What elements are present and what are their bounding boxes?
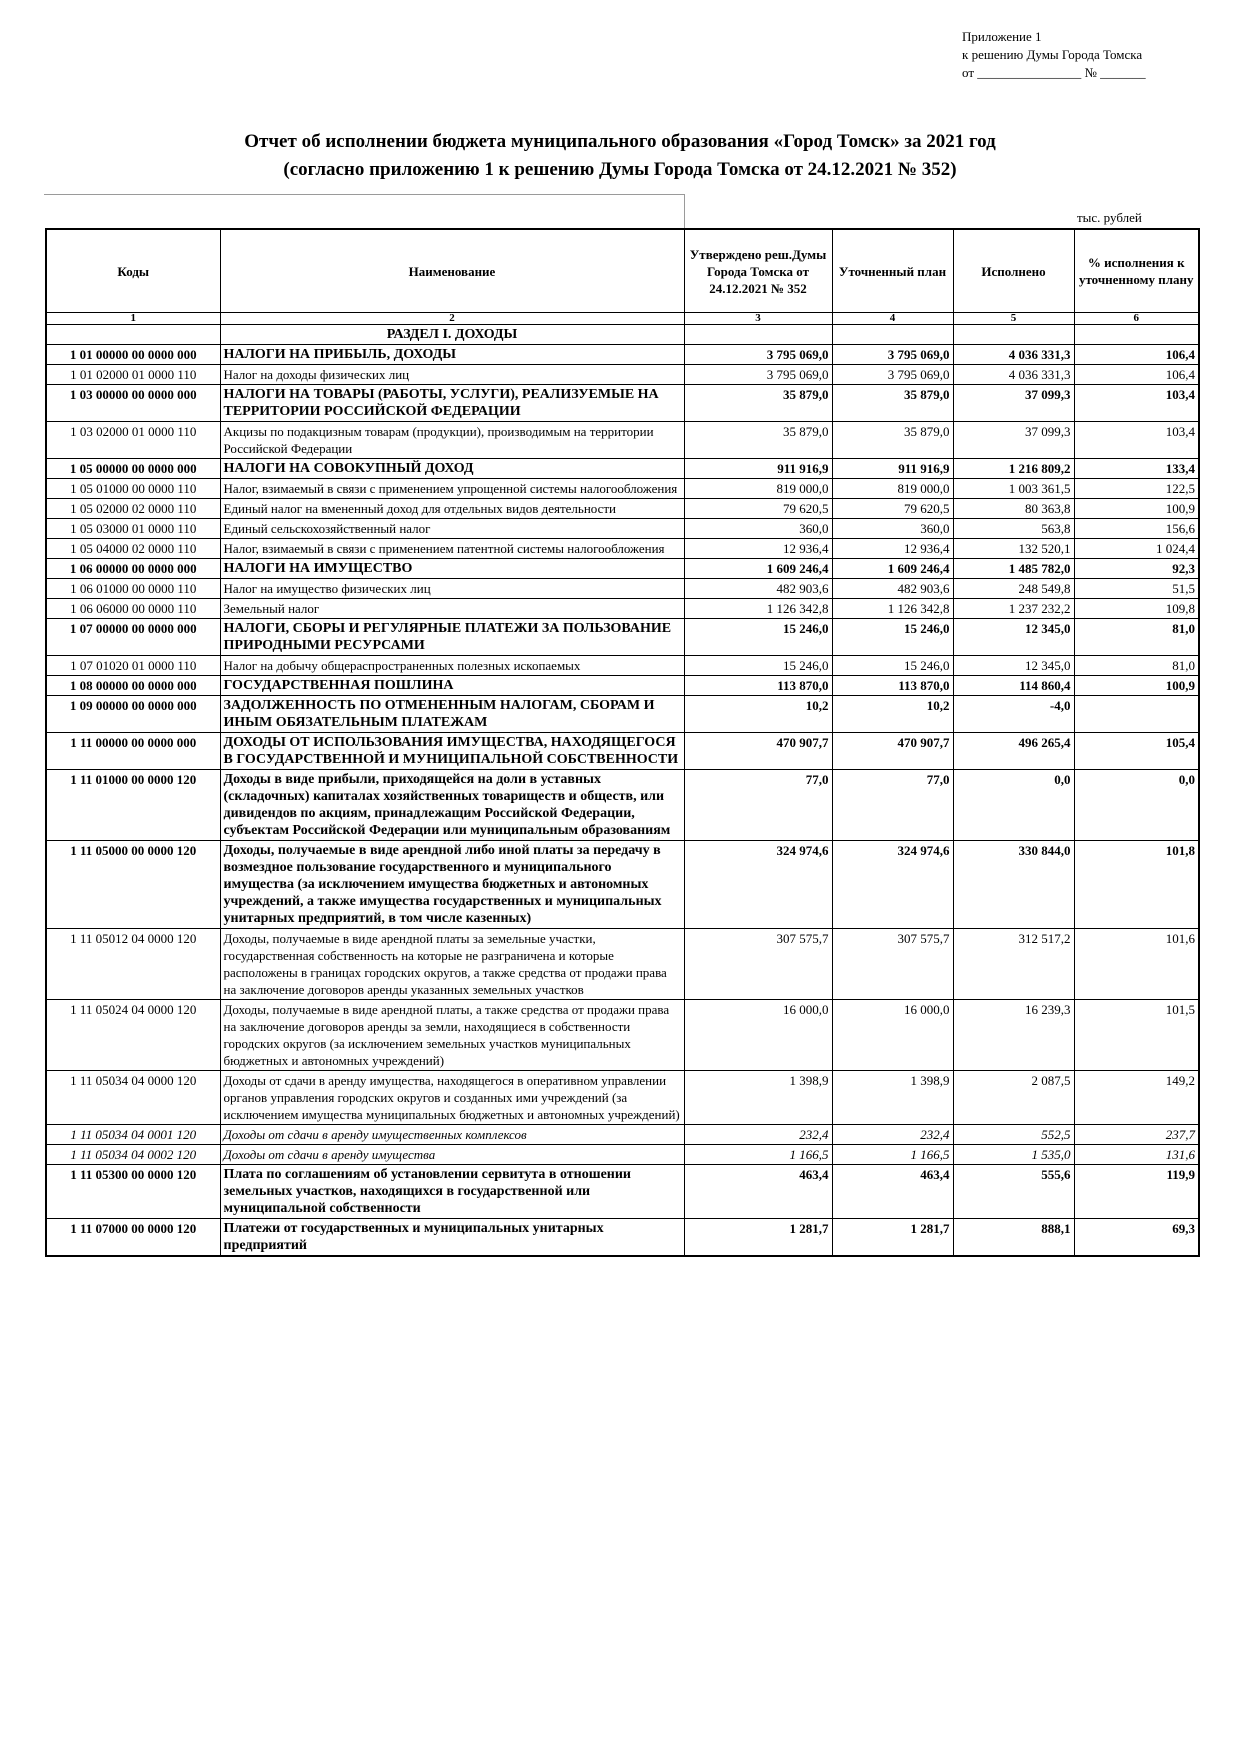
row-code: 1 11 05024 04 0000 120 (46, 1000, 220, 1071)
row-percent: 103,4 (1074, 385, 1199, 422)
row-code: 1 11 07000 00 0000 120 (46, 1219, 220, 1257)
section-row (46, 325, 1199, 345)
row-percent: 109,8 (1074, 599, 1199, 619)
row-approved: 16 000,0 (684, 1000, 832, 1071)
row-name: НАЛОГИ НА СОВОКУПНЫЙ ДОХОД (220, 459, 684, 479)
row-percent: 81,0 (1074, 656, 1199, 676)
row-executed (953, 325, 1074, 345)
row-executed: 496 265,4 (953, 733, 1074, 770)
table-row (46, 599, 1199, 619)
header-rule-vertical (684, 194, 685, 228)
row-approved: 12 936,4 (684, 539, 832, 559)
row-executed: 37 099,3 (953, 385, 1074, 422)
table-row (46, 385, 1199, 422)
table-row (46, 770, 1199, 841)
row-refined-plan: 10,2 (832, 696, 953, 733)
table-row (46, 579, 1199, 599)
row-refined-plan: 360,0 (832, 519, 953, 539)
row-executed: 37 099,3 (953, 422, 1074, 459)
row-approved: 482 903,6 (684, 579, 832, 599)
row-percent: 156,6 (1074, 519, 1199, 539)
row-executed: 888,1 (953, 1219, 1074, 1257)
row-refined-plan: 1 281,7 (832, 1219, 953, 1257)
row-code: 1 09 00000 00 0000 000 (46, 696, 220, 733)
row-code: 1 06 00000 00 0000 000 (46, 559, 220, 579)
row-refined-plan: 232,4 (832, 1125, 953, 1145)
row-approved: 79 620,5 (684, 499, 832, 519)
row-refined-plan: 307 575,7 (832, 929, 953, 1000)
row-executed: 2 087,5 (953, 1071, 1074, 1125)
row-executed: 12 345,0 (953, 656, 1074, 676)
table-row (46, 422, 1199, 459)
row-name: Доходы, получаемые в виде арендной либо иной платы за передачу в возмездное пользование государственного и муниципального имущества (за исключением имущества бюджетных и автономных учреждений, а также имущества государственных и муниципальных унитарных предприятий, в том числе казенных) (220, 841, 684, 929)
row-name: НАЛОГИ НА ИМУЩЕСТВО (220, 559, 684, 579)
row-approved: 3 795 069,0 (684, 365, 832, 385)
row-refined-plan: 324 974,6 (832, 841, 953, 929)
table-row (46, 559, 1199, 579)
row-code: 1 11 00000 00 0000 000 (46, 733, 220, 770)
header-name: Наименование (220, 229, 684, 313)
row-code (46, 325, 220, 345)
row-code: 1 05 02000 02 0000 110 (46, 499, 220, 519)
row-executed: 0,0 (953, 770, 1074, 841)
row-percent: 81,0 (1074, 619, 1199, 656)
row-refined-plan: 1 609 246,4 (832, 559, 953, 579)
row-refined-plan: 79 620,5 (832, 499, 953, 519)
row-refined-plan: 77,0 (832, 770, 953, 841)
row-refined-plan: 463,4 (832, 1165, 953, 1219)
header-codes: Коды (46, 229, 220, 313)
row-approved: 35 879,0 (684, 385, 832, 422)
table-row (46, 365, 1199, 385)
row-approved: 463,4 (684, 1165, 832, 1219)
row-code: 1 11 01000 00 0000 120 (46, 770, 220, 841)
budget-table-body (46, 325, 1199, 1257)
row-refined-plan: 35 879,0 (832, 385, 953, 422)
column-number: 3 (684, 313, 832, 325)
row-name: Доходы, получаемые в виде арендной платы, а также средства от продажи права на заключение договоров аренды за земли, находящиеся в собственности городских округов (за исключением земельных участков муниципальных бюджетных и автономных учреждений) (220, 1000, 684, 1071)
row-executed: 80 363,8 (953, 499, 1074, 519)
report-title-line-2: (согласно приложению 1 к решению Думы Города Томска от 24.12.2021 № 352) (283, 159, 957, 180)
row-approved: 113 870,0 (684, 676, 832, 696)
row-code: 1 11 05034 04 0001 120 (46, 1125, 220, 1145)
row-code: 1 06 01000 00 0000 110 (46, 579, 220, 599)
row-percent: 92,3 (1074, 559, 1199, 579)
row-refined-plan: 113 870,0 (832, 676, 953, 696)
header-percent: % исполнения к уточненному плану (1074, 229, 1199, 313)
row-code: 1 06 06000 00 0000 110 (46, 599, 220, 619)
row-approved: 77,0 (684, 770, 832, 841)
table-row (46, 696, 1199, 733)
row-code: 1 05 03000 01 0000 110 (46, 519, 220, 539)
row-executed: 330 844,0 (953, 841, 1074, 929)
appendix-line-2: к решению Думы Города Томска (962, 47, 1143, 62)
row-executed: 114 860,4 (953, 676, 1074, 696)
row-executed: 132 520,1 (953, 539, 1074, 559)
row-percent (1074, 325, 1199, 345)
table-row (46, 1071, 1199, 1125)
row-code: 1 01 02000 01 0000 110 (46, 365, 220, 385)
row-executed: 4 036 331,3 (953, 345, 1074, 365)
table-row (46, 929, 1199, 1000)
row-code: 1 03 02000 01 0000 110 (46, 422, 220, 459)
row-percent: 100,9 (1074, 676, 1199, 696)
table-row (46, 733, 1199, 770)
row-code: 1 07 01020 01 0000 110 (46, 656, 220, 676)
row-refined-plan: 911 916,9 (832, 459, 953, 479)
row-approved: 819 000,0 (684, 479, 832, 499)
table-row (46, 479, 1199, 499)
row-refined-plan: 819 000,0 (832, 479, 953, 499)
table-row (46, 1000, 1199, 1071)
row-executed: 563,8 (953, 519, 1074, 539)
row-refined-plan: 35 879,0 (832, 422, 953, 459)
row-name: Доходы в виде прибыли, приходящейся на доли в уставных (складочных) капиталах хозяйственных товариществ и обществ, или дивидендов по акциям, принадлежащим Российской Федерации, субъектам Российской Федерации или муниципальным образованиям (220, 770, 684, 841)
row-approved: 15 246,0 (684, 619, 832, 656)
row-refined-plan: 15 246,0 (832, 619, 953, 656)
row-code: 1 08 00000 00 0000 000 (46, 676, 220, 696)
row-executed: 552,5 (953, 1125, 1074, 1145)
row-name: Земельный налог (220, 599, 684, 619)
row-executed: 4 036 331,3 (953, 365, 1074, 385)
row-refined-plan: 15 246,0 (832, 656, 953, 676)
row-approved: 911 916,9 (684, 459, 832, 479)
table-row (46, 656, 1199, 676)
row-name: Единый налог на вмененный доход для отдельных видов деятельности (220, 499, 684, 519)
row-approved: 10,2 (684, 696, 832, 733)
row-percent (1074, 696, 1199, 733)
row-name: ГОСУДАРСТВЕННАЯ ПОШЛИНА (220, 676, 684, 696)
row-code: 1 11 05012 04 0000 120 (46, 929, 220, 1000)
row-name: ЗАДОЛЖЕННОСТЬ ПО ОТМЕНЕННЫМ НАЛОГАМ, СБОРАМ И ИНЫМ ОБЯЗАТЕЛЬНЫМ ПЛАТЕЖАМ (220, 696, 684, 733)
column-number: 5 (953, 313, 1074, 325)
table-row (46, 619, 1199, 656)
row-code: 1 01 00000 00 0000 000 (46, 345, 220, 365)
row-code: 1 03 00000 00 0000 000 (46, 385, 220, 422)
appendix-line-3: от ________________ № _______ (962, 65, 1146, 80)
row-approved: 324 974,6 (684, 841, 832, 929)
table-row (46, 519, 1199, 539)
row-executed: 248 549,8 (953, 579, 1074, 599)
row-refined-plan (832, 325, 953, 345)
row-refined-plan: 1 126 342,8 (832, 599, 953, 619)
row-executed: 312 517,2 (953, 929, 1074, 1000)
row-approved: 15 246,0 (684, 656, 832, 676)
table-row (46, 841, 1199, 929)
row-percent: 149,2 (1074, 1071, 1199, 1125)
row-name: НАЛОГИ, СБОРЫ И РЕГУЛЯРНЫЕ ПЛАТЕЖИ ЗА ПОЛЬЗОВАНИЕ ПРИРОДНЫМИ РЕСУРСАМИ (220, 619, 684, 656)
row-executed: 1 237 232,2 (953, 599, 1074, 619)
row-percent: 106,4 (1074, 345, 1199, 365)
row-code: 1 05 00000 00 0000 000 (46, 459, 220, 479)
column-number: 2 (220, 313, 684, 325)
row-executed: 16 239,3 (953, 1000, 1074, 1071)
row-percent: 106,4 (1074, 365, 1199, 385)
row-name: Единый сельскохозяйственный налог (220, 519, 684, 539)
row-percent: 101,5 (1074, 1000, 1199, 1071)
row-refined-plan: 1 166,5 (832, 1145, 953, 1165)
row-name: Налог на доходы физических лиц (220, 365, 684, 385)
row-percent: 103,4 (1074, 422, 1199, 459)
table-row (46, 1165, 1199, 1219)
row-name: Налог на имущество физических лиц (220, 579, 684, 599)
row-refined-plan: 12 936,4 (832, 539, 953, 559)
row-code: 1 11 05000 00 0000 120 (46, 841, 220, 929)
table-row (46, 539, 1199, 559)
row-code: 1 05 04000 02 0000 110 (46, 539, 220, 559)
row-approved: 1 609 246,4 (684, 559, 832, 579)
row-percent: 100,9 (1074, 499, 1199, 519)
row-percent: 101,6 (1074, 929, 1199, 1000)
row-approved: 1 281,7 (684, 1219, 832, 1257)
table-row (46, 676, 1199, 696)
row-name: Доходы от сдачи в аренду имущества (220, 1145, 684, 1165)
row-name: Доходы, получаемые в виде арендной платы за земельные участки, государственная собственность на которые не разграничена и которые расположены в границах городских округов, а также средства от продажи права на заключение договоров аренды указанных земельных участков (220, 929, 684, 1000)
row-percent: 101,8 (1074, 841, 1199, 929)
row-percent: 105,4 (1074, 733, 1199, 770)
table-row (46, 1125, 1199, 1145)
column-number: 4 (832, 313, 953, 325)
row-executed: 1 003 361,5 (953, 479, 1074, 499)
row-code: 1 05 01000 00 0000 110 (46, 479, 220, 499)
row-approved: 232,4 (684, 1125, 832, 1145)
row-name: НАЛОГИ НА ТОВАРЫ (РАБОТЫ, УСЛУГИ), РЕАЛИЗУЕМЫЕ НА ТЕРРИТОРИИ РОССИЙСКОЙ ФЕДЕРАЦИИ (220, 385, 684, 422)
row-executed: -4,0 (953, 696, 1074, 733)
report-title (0, 128, 1240, 184)
header-approved: Утверждено реш.Думы Города Томска от 24.12.2021 № 352 (684, 229, 832, 313)
row-percent: 69,3 (1074, 1219, 1199, 1257)
column-number-row (46, 313, 1199, 325)
header-rule (44, 194, 685, 195)
row-percent: 237,7 (1074, 1125, 1199, 1145)
row-percent: 1 024,4 (1074, 539, 1199, 559)
row-executed: 12 345,0 (953, 619, 1074, 656)
row-code: 1 11 05300 00 0000 120 (46, 1165, 220, 1219)
budget-table (45, 228, 1200, 1257)
row-approved: 3 795 069,0 (684, 345, 832, 365)
row-approved: 1 126 342,8 (684, 599, 832, 619)
row-executed: 555,6 (953, 1165, 1074, 1219)
row-code: 1 07 00000 00 0000 000 (46, 619, 220, 656)
table-row (46, 345, 1199, 365)
row-code: 1 11 05034 04 0002 120 (46, 1145, 220, 1165)
row-name: Налог на добычу общераспространенных полезных ископаемых (220, 656, 684, 676)
table-row (46, 1219, 1199, 1257)
row-code: 1 11 05034 04 0000 120 (46, 1071, 220, 1125)
column-number: 1 (46, 313, 220, 325)
row-refined-plan: 3 795 069,0 (832, 345, 953, 365)
row-executed: 1 485 782,0 (953, 559, 1074, 579)
row-refined-plan: 482 903,6 (832, 579, 953, 599)
report-title-line-1: Отчет об исполнении бюджета муниципального образования «Город Томск» за 2021 год (244, 131, 996, 152)
row-refined-plan: 1 398,9 (832, 1071, 953, 1125)
units-label: тыс. рублей (1077, 210, 1142, 225)
header-row (46, 229, 1199, 313)
row-refined-plan: 470 907,7 (832, 733, 953, 770)
appendix-note (962, 28, 1146, 82)
row-name: Акцизы по подакцизным товарам (продукции), производимым на территории Российской Федерации (220, 422, 684, 459)
table-row (46, 459, 1199, 479)
column-number: 6 (1074, 313, 1199, 325)
row-refined-plan: 3 795 069,0 (832, 365, 953, 385)
row-name: НАЛОГИ НА ПРИБЫЛЬ, ДОХОДЫ (220, 345, 684, 365)
appendix-line-1: Приложение 1 (962, 29, 1042, 44)
row-percent: 131,6 (1074, 1145, 1199, 1165)
row-name: Плата по соглашениям об установлении сервитута в отношении земельных участков, находящихся в государственной или муниципальной собственности (220, 1165, 684, 1219)
row-approved: 307 575,7 (684, 929, 832, 1000)
row-refined-plan: 16 000,0 (832, 1000, 953, 1071)
row-name: Доходы от сдачи в аренду имущественных комплексов (220, 1125, 684, 1145)
row-percent: 0,0 (1074, 770, 1199, 841)
row-executed: 1 535,0 (953, 1145, 1074, 1165)
row-percent: 51,5 (1074, 579, 1199, 599)
row-name: Платежи от государственных и муниципальных унитарных предприятий (220, 1219, 684, 1257)
row-percent: 119,9 (1074, 1165, 1199, 1219)
table-row (46, 1145, 1199, 1165)
row-name: РАЗДЕЛ I. ДОХОДЫ (220, 325, 684, 345)
row-approved: 1 398,9 (684, 1071, 832, 1125)
row-name: ДОХОДЫ ОТ ИСПОЛЬЗОВАНИЯ ИМУЩЕСТВА, НАХОДЯЩЕГОСЯ В ГОСУДАРСТВЕННОЙ И МУНИЦИПАЛЬНОЙ СОБСТВЕННОСТИ (220, 733, 684, 770)
row-approved: 360,0 (684, 519, 832, 539)
row-approved: 1 166,5 (684, 1145, 832, 1165)
header-executed: Исполнено (953, 229, 1074, 313)
row-approved: 35 879,0 (684, 422, 832, 459)
row-name: Налог, взимаемый в связи с применением упрощенной системы налогообложения (220, 479, 684, 499)
row-name: Доходы от сдачи в аренду имущества, находящегося в оперативном управлении органов управления городских округов и созданных ими учреждений (за исключением имущества муниципальных бюджетных и автономных учреждений) (220, 1071, 684, 1125)
header-refined-plan: Уточненный план (832, 229, 953, 313)
row-percent: 133,4 (1074, 459, 1199, 479)
table-row (46, 499, 1199, 519)
row-name: Налог, взимаемый в связи с применением патентной системы налогообложения (220, 539, 684, 559)
row-approved: 470 907,7 (684, 733, 832, 770)
row-percent: 122,5 (1074, 479, 1199, 499)
row-approved (684, 325, 832, 345)
row-executed: 1 216 809,2 (953, 459, 1074, 479)
